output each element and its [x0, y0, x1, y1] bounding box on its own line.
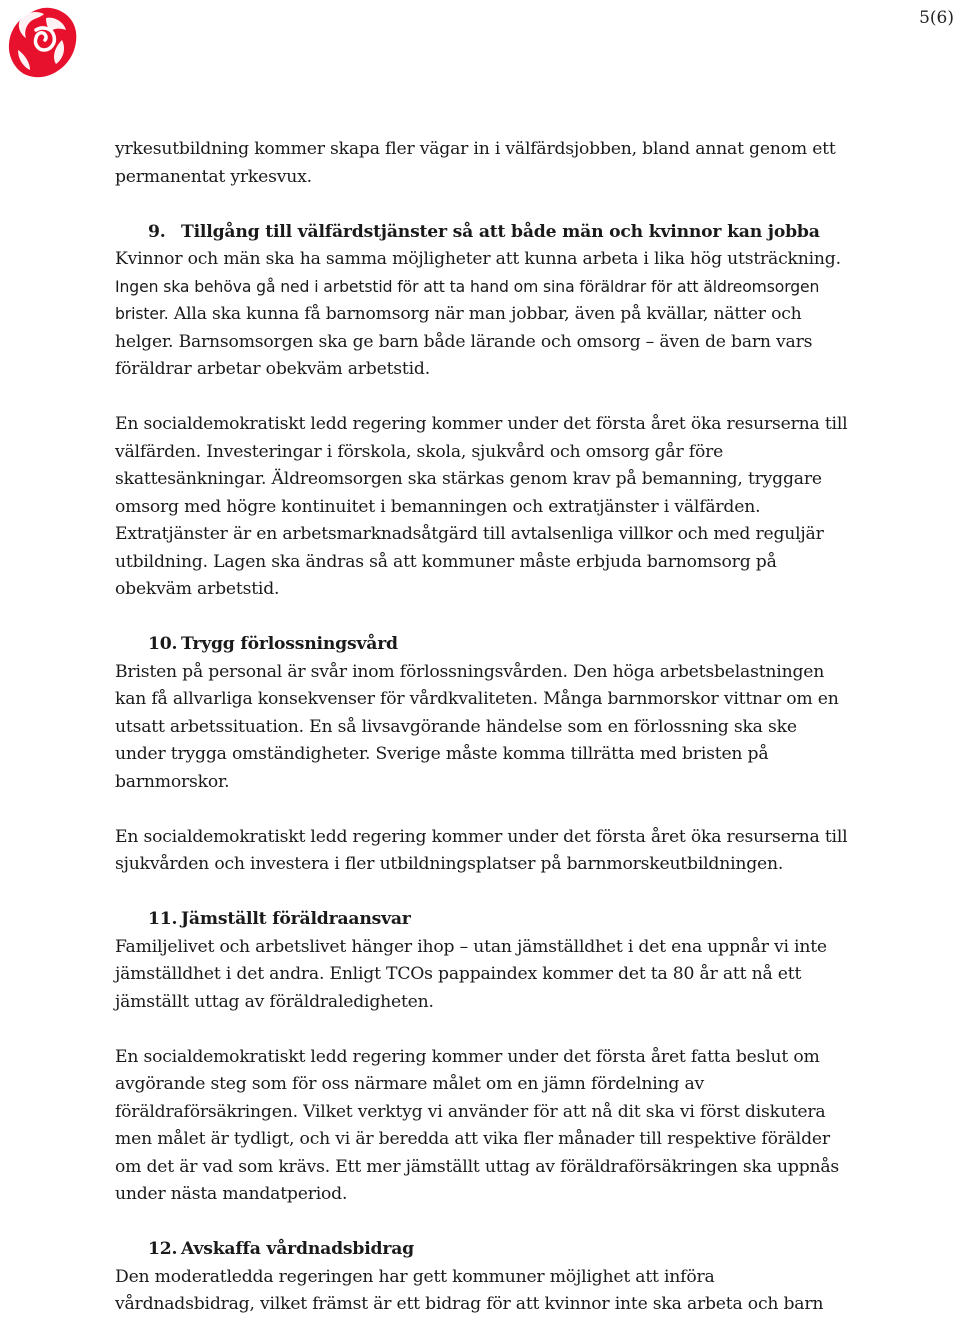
section-title: Jämställt föräldraansvar — [181, 909, 411, 929]
section-9-paragraph-2: En socialdemokratiskt ledd regering kommer under det första året öka resurserna till välfärden. Investeringar i förskola, skola, sjukvård och omsorg går före skattesänkningar. Äldreomsorgen ska stärkas genom krav på bemanning, tryggare omsorg med högre kontinuitet i bemanningen och extratjänster i välfärden. Extratjänster är en arbetsmarknadsåtgärd till avtalsenliga villkor och med reguljär utbildning. Lagen ska ändras så att kommuner måste erbjuda barnomsorg på obekväm arbetstid. — [115, 414, 848, 599]
red-rose-logo — [6, 4, 80, 82]
section-9-text-rest: Alla ska kunna få barnomsorg när man jobbar, även på kvällar, nätter och helger. Barnsomsorgen ska ge barn både lärande och omsorg – även de barn vars föräldrar arbetar obekväm arbetstid. — [115, 304, 813, 379]
section-number: 9. — [148, 221, 166, 242]
section-heading-12 — [115, 1236, 850, 1264]
document-body — [115, 136, 850, 1319]
section-number: 10. — [148, 634, 178, 654]
page-number: 5(6) — [919, 8, 954, 28]
section-heading-9 — [115, 219, 850, 247]
section-10-paragraph-2: En socialdemokratiskt ledd regering kommer under det första året öka resurserna till sjukvården och investera i fler utbildningsplatser på barnmorskeutbildningen. — [115, 826, 848, 874]
section-11-paragraph-2: En socialdemokratiskt ledd regering kommer under det första året fatta beslut om avgörande steg som för oss närmare målet om en jämn fördelning av föräldraförsäkringen. Vilket verktyg vi använder för att nå dit ska vi först diskutera men målet är tydligt, och vi är beredda att vika fler månader till respektive förälder om det är vad som krävs. Ett mer jämställt uttag av föräldraförsäkringen ska uppnås under nästa mandatperiod. — [115, 1046, 840, 1204]
intro-paragraph: yrkesutbildning kommer skapa fler vägar in i välfärdsjobben, bland annat genom ett permanentat yrkesvux. — [115, 139, 836, 187]
section-heading-11 — [115, 906, 850, 934]
section-9-text-serif: Kvinnor och män ska ha samma möjligheter att kunna arbeta i lika hög utsträckning. — [115, 249, 841, 269]
section-title: Tillgång till välfärdstjänster så att både män och kvinnor kan jobba — [181, 221, 820, 242]
section-9-paragraph-1 — [115, 246, 850, 384]
section-heading-10 — [115, 631, 850, 659]
section-11-paragraph-1: Familjelivet och arbetslivet hänger ihop – utan jämställdhet i det ena uppnår vi inte jämställdhet i det andra. Enligt TCOs pappaindex kommer det ta 80 år att nå ett jämställt uttag av föräldraledigheten. — [115, 936, 827, 1012]
section-title: Avskaffa vårdnadsbidrag — [181, 1239, 414, 1259]
section-9-text-sans: Ingen ska behöva gå ned i arbetstid för att ta hand om sina föräldrar för att äldreomsorgen brister. — [115, 277, 820, 323]
section-10-paragraph-1: Bristen på personal är svår inom förlossningsvården. Den höga arbetsbelastningen kan få allvarliga konsekvenser för vårdkvaliteten. Många barnmorskor vittnar om en utsatt arbetssituation. En så livsavgörande händelse som en förlossning ska ske under trygga omständigheter. Sverige måste komma tillrätta med bristen på barnmorskor. — [115, 661, 839, 792]
section-12-paragraph-1: Den moderatledda regeringen har gett kommuner möjlighet att införa vårdnadsbidrag, vilket främst är ett bidrag för att kvinnor inte ska arbeta och barn — [115, 1266, 824, 1314]
section-number: 12. — [148, 1239, 178, 1259]
section-title: Trygg förlossningsvård — [181, 634, 398, 654]
section-number: 11. — [148, 909, 178, 929]
